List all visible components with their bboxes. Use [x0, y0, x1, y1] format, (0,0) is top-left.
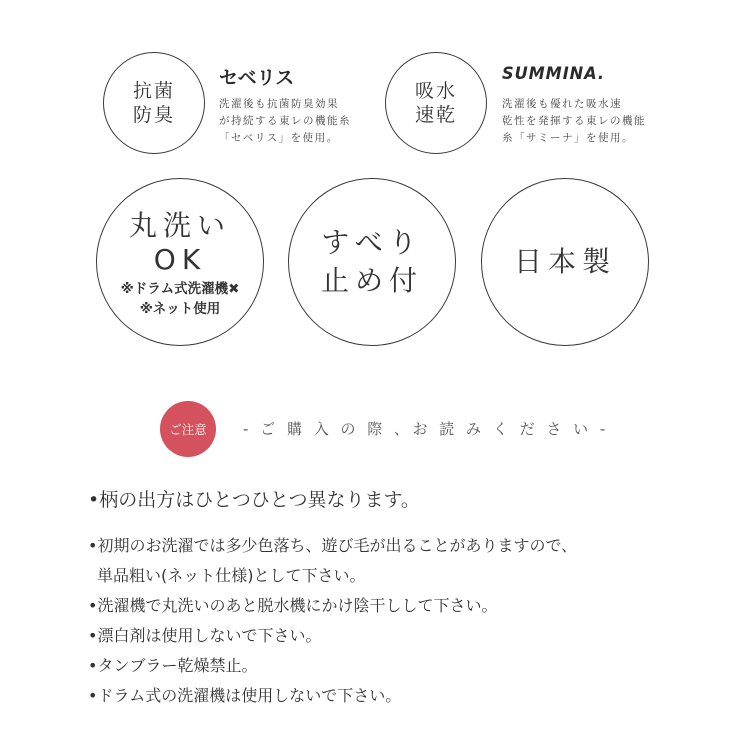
nonslip-label-1: すべり	[321, 226, 423, 259]
quickdry-description	[502, 96, 646, 147]
quickdry-desc-line-2: 乾性を発揮する東レの機能	[502, 115, 646, 127]
nonslip-badge	[288, 178, 456, 346]
notice-badge-label: ご注意	[169, 422, 207, 437]
summina-logo: SUMMINA.	[502, 64, 605, 84]
washable-label-2: OK	[153, 243, 207, 276]
care-item-1-line-2: 単品粗い(ネット仕様)として下さい。	[97, 566, 366, 585]
antibacterial-label-2: 防臭	[132, 104, 175, 126]
nonslip-label-2: 止め付	[320, 264, 423, 297]
washable-note-2: ※ネット使用	[139, 301, 221, 317]
list-item: •漂白剤は使用しないで下さい。	[88, 626, 322, 645]
quickdry-label-2: 速乾	[414, 104, 457, 126]
list-item: •ドラム式の洗濯機は使用しないで下さい。	[88, 686, 402, 705]
washable-badge	[96, 178, 264, 346]
antibacterial-desc-line-1: 洗濯後も抗菌防臭効果	[219, 98, 339, 110]
pattern-note: •柄の出方はひとつひとつ異なります。	[88, 489, 420, 511]
antibacterial-desc-line-2: が持続する東レの機能糸	[219, 115, 351, 127]
quickdry-label-1: 吸水	[414, 80, 457, 102]
quickdry-desc-line-1: 洗濯後も優れた吸水速	[502, 98, 622, 110]
made-in-japan-badge	[481, 178, 649, 346]
care-instructions	[88, 485, 728, 711]
washable-note-1: ※ドラム式洗濯機✖	[120, 281, 240, 297]
severis-logo: セベリス	[219, 67, 295, 89]
list-item	[88, 531, 728, 591]
list-item: •洗濯機で丸洗いのあと脱水機にかけ陰干しして下さい。	[88, 596, 498, 615]
antibacterial-description	[219, 96, 351, 147]
made-in-japan-label: 日本製	[513, 245, 616, 278]
antibacterial-badge	[103, 52, 205, 154]
washable-label-1: 丸洗い	[128, 209, 231, 242]
list-item: •タンブラー乾燥禁止。	[88, 656, 258, 675]
notice-heading: - ご 購 入 の 際 、お 読 み く だ さ い -	[243, 420, 609, 438]
quickdry-badge	[385, 52, 487, 154]
quickdry-desc-line-3: 糸「サミーナ」を使用。	[502, 132, 634, 144]
notice-badge	[160, 401, 216, 457]
care-item-1-line-1: •初期のお洗濯では多少色落ち、遊び毛が出ることがありますので、	[88, 536, 578, 555]
antibacterial-label-1: 抗菌	[132, 80, 175, 102]
antibacterial-desc-line-3: 「セベリス」を使用。	[219, 132, 339, 144]
